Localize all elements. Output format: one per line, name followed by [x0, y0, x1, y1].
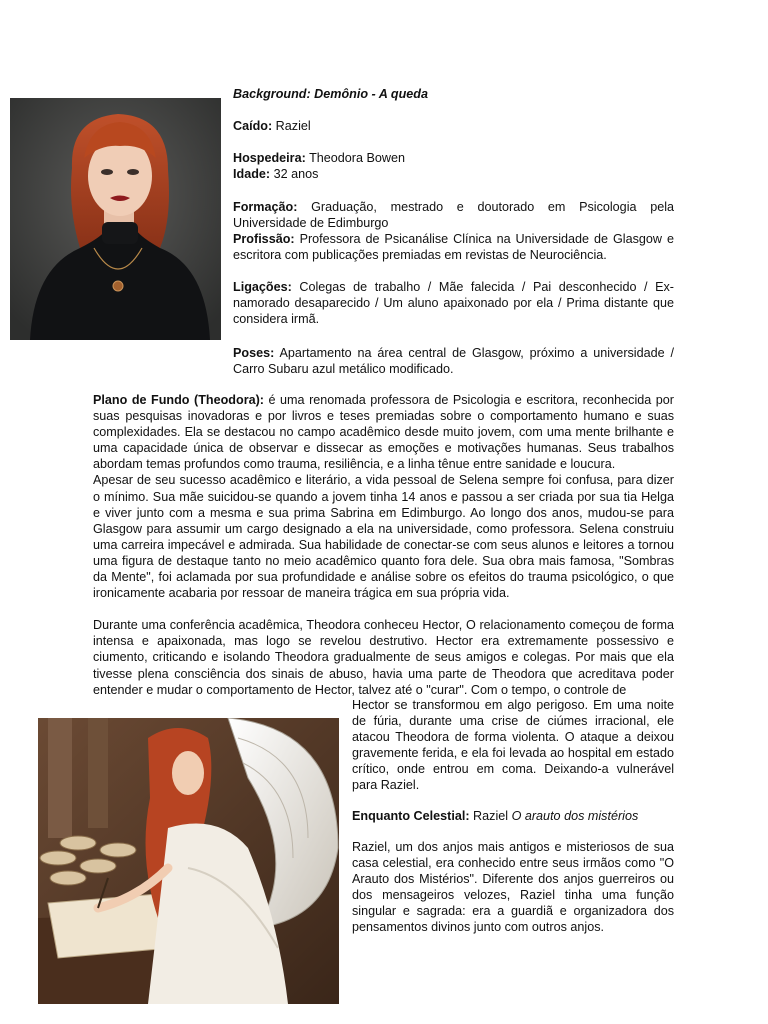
celestial-description: [352, 839, 674, 936]
celestial-heading: [352, 808, 674, 824]
theodora-portrait-image: [10, 98, 221, 340]
fallen-label: Caído:: [233, 119, 273, 133]
celestial-p1: Raziel, um dos anjos mais antigos e misteriosos de sua casa celestial, era conhecido entre seus irmãos como "O Arauto dos Mistérios". Diferente dos anjos guerreiros ou dos mensageiros velozes, Raziel tinha uma função singular e sagrada: era a guardiã e organizadora dos pensamentos divinos junto com outros anjos.: [352, 840, 674, 935]
raziel-angel-illustration: [38, 718, 339, 1004]
links-label: Ligações:: [233, 280, 292, 294]
host-block: [233, 150, 674, 182]
celestial-name: Raziel: [469, 809, 512, 823]
age-label: Idade:: [233, 167, 271, 182]
possessions-label: Poses:: [233, 346, 275, 360]
background-section: [93, 392, 674, 698]
background-continuation: [352, 697, 674, 794]
celestial-epithet: O arauto dos mistérios: [511, 809, 639, 823]
education-label: Formação:: [233, 200, 298, 214]
background-p2: Apesar de seu sucesso acadêmico e literário, a vida pessoal de Selena sempre foi confusa, para dizer o mínimo. Sua mãe suicidou-se quando a jovem tinha 14 anos e passou a ser criada por sua tia Helga e viver junto com a mesma e sua prima Sabrina em Edimburgo. Ao longo dos anos, mudou-se para Glasgow para assumir um cargo designado a ela na universidade, como professora. Selena construiu uma carreira impecável e admirada. Sua habilidade de conectar-se com seus alunos e leitores a tornou uma figura de destaque tanto no meio acadêmico quanto fora dele. Sua obra mais famosa, "Sombras da Mente", foi aclamada por sua profundidade e análise sobre os efeitos do trauma psicológico, o que ironicamente acabaria por ressoar de maneira trágica em sua própria vida.: [93, 473, 674, 601]
host-label: Hospedeira:: [233, 151, 306, 165]
age-value: 32 anos: [270, 167, 319, 182]
profession-value: Professora de Psicanálise Clínica na Universidade de Glasgow e escritora com publicações premiadas em revistas de Neurociência.: [233, 232, 674, 263]
profession-label: Profissão:: [233, 232, 295, 247]
possessions-value: Apartamento na área central de Glasgow, próximo a universidade / Carro Subaru azul metálico modificado.: [233, 346, 674, 377]
possessions-block: [233, 345, 674, 377]
document-title: [233, 86, 674, 102]
background-p3: Durante uma conferência acadêmica, Theodora conheceu Hector, O relacionamento começou de forma intensa e apaixonada, mas logo se revelou destrutivo. Hector era extremamente possessivo e ciumento, criticando e isolando Theodora gradualmente de seus amigos e colegas. Por mais que ela tivesse plena consciência dos sinais de abuso, havia uma parte de Theodora que acreditava poder entender e mudar o comportamento de Hector, talvez até o "curar". Com o tempo, o controle de: [93, 618, 674, 697]
fallen-line: [233, 118, 674, 134]
education-block: [233, 199, 674, 263]
celestial-label: Enquanto Celestial:: [352, 809, 470, 823]
title-text: Background: Demônio - A queda: [233, 87, 428, 101]
background-p3-cont: Hector se transformou em algo perigoso. Em uma noite de fúria, durante uma crise de ciúmes irracional, ele atacou Theodora de forma violenta. O ataque a deixou gravemente ferida, e ela foi levada ao hospital em estado crítico, onde entrou em coma. Deixando-a vulnerável para Raziel.: [352, 698, 674, 793]
fallen-value: Raziel: [272, 119, 311, 133]
education-value: Graduação, mestrado e doutorado em Psicologia pela Universidade de Edimburgo: [233, 200, 674, 231]
links-value: Colegas de trabalho / Mãe falecida / Pai desconhecido / Ex-namorado desaparecido / Um aluno apaixonado por ela / Prima distante que considera irmã.: [233, 280, 674, 327]
background-p1: é uma renomada professora de Psicologia e escritora, reconhecida por suas pesquisas inovadoras e por livros e teses premiadas sobre o comportamento humano e suas complexidades. Ela se destacou no campo acadêmico desde muito jovem, com uma mente brilhante e uma capacidade única de observar e dissecar as emoções e motivações humanas. Seus trabalhos abordam temas profundos como trauma, resiliência, e a linha tênue entre sanidade e loucura.: [93, 393, 674, 472]
background-label: Plano de Fundo (Theodora):: [93, 393, 264, 407]
host-value: Theodora Bowen: [305, 151, 405, 165]
links-block: [233, 279, 674, 327]
